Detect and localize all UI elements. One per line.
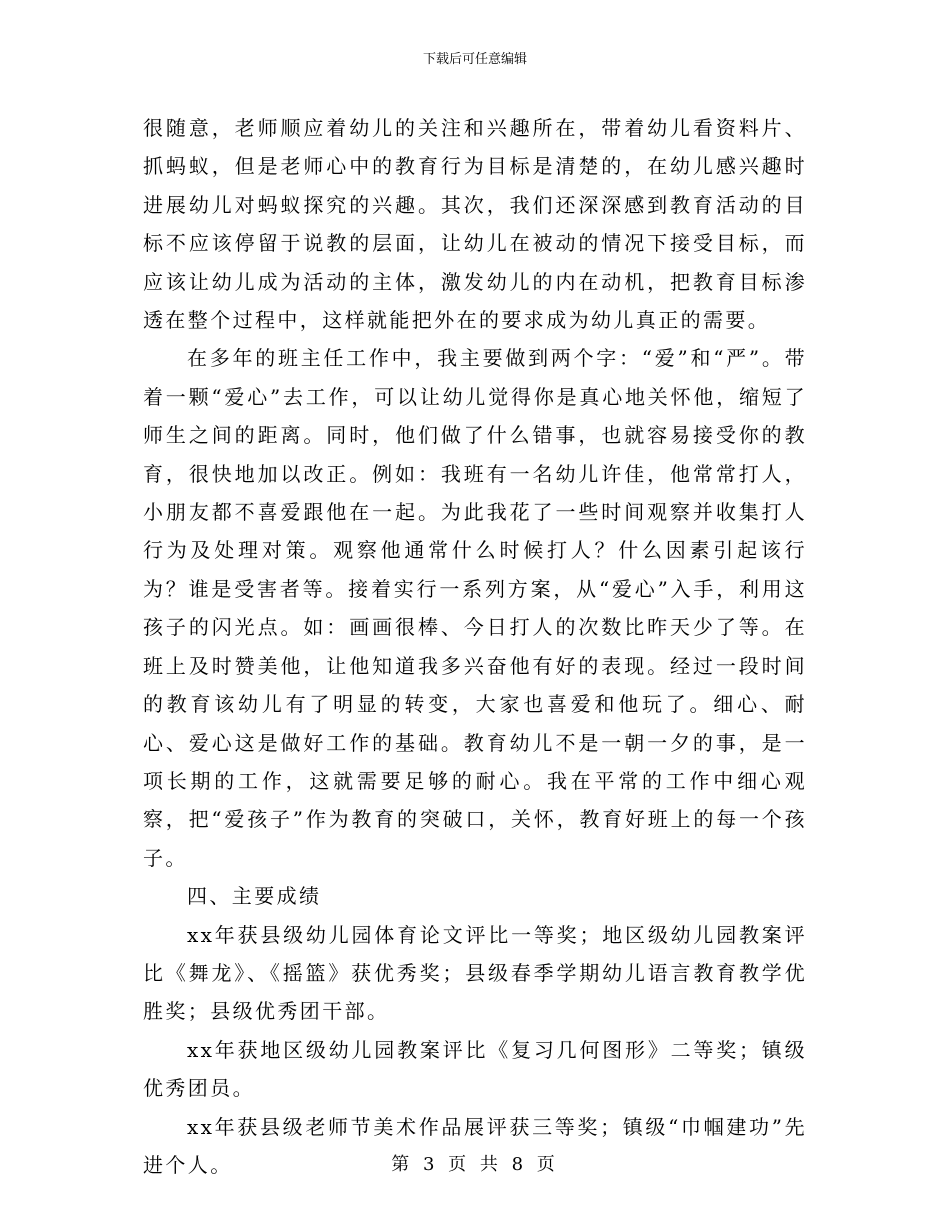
page-number-footer: 第 3 页 共 8 页 xyxy=(391,1154,559,1175)
paragraph-class-teacher-work: 在多年的班主任工作中，我主要做到两个字：“爱”和“严”。带着一颗“爱心”去工作，可以让幼儿觉得你是真心地关怀他，缩短了师生之间的距离。同时，他们做了什么错事，也就容易接受你的教育，很快地加以改正。例如：我班有一名幼儿许佳，他常常打人，小朋友都不喜爱跟他在一起。为此我花了一些时间观察并收集打人行为及处理对策。观察他通常什么时候打人？什么因素引起该行为？谁是受害者等。接着实行一系列方案，从“爱心”入手，利用这孩子的闪光点。如：画画很棒、今日打人的次数比昨天少了等。在班上及时赞美他，让他知道我多兴奋他有好的表现。经过一段时间的教育该幼儿有了明显的转变，大家也喜爱和他玩了。细心、耐心、爱心这是做好工作的基础。教育幼儿不是一朝一夕的事，是一项长期的工作，这就需要足够的耐心。我在平常的工作中细心观察，把“爱孩子”作为教育的突破口，关怀，教育好班上的每一个孩子。 xyxy=(143,346,807,870)
section-heading-achievements: 四、主要成绩 xyxy=(187,884,322,909)
achievement-item-2: xx年获地区级幼儿园教案评比《复习几何图形》二等奖；镇级优秀团员。 xyxy=(143,1037,807,1101)
page-header: 下载后可任意编辑 xyxy=(422,52,527,67)
achievement-item-1: xx年获县级幼儿园体育论文评比一等奖；地区级幼儿园教案评比《舞龙》、《摇篮》获优秀奖；县级春季学期幼儿语言教育教学优胜奖；县级优秀团干部。 xyxy=(143,922,807,1024)
document-body xyxy=(143,109,807,1184)
paragraph-continuation: 很随意，老师顺应着幼儿的关注和兴趣所在，带着幼儿看资料片、抓蚂蚁，但是老师心中的教育行为目标是清楚的，在幼儿感兴趣时进展幼儿对蚂蚁探究的兴趣。其次，我们还深深感到教育活动的目标不应该停留于说教的层面，让幼儿在被动的情况下接受目标，而应该让幼儿成为活动的主体，激发幼儿的内在动机，把教育目标渗透在整个过程中，这样就能把外在的要求成为幼儿真正的需要。 xyxy=(143,116,807,333)
achievement-item-3: xx年获县级老师节美术作品展评获三等奖；镇级“巾帼建功”先进个人。 xyxy=(143,1114,807,1177)
